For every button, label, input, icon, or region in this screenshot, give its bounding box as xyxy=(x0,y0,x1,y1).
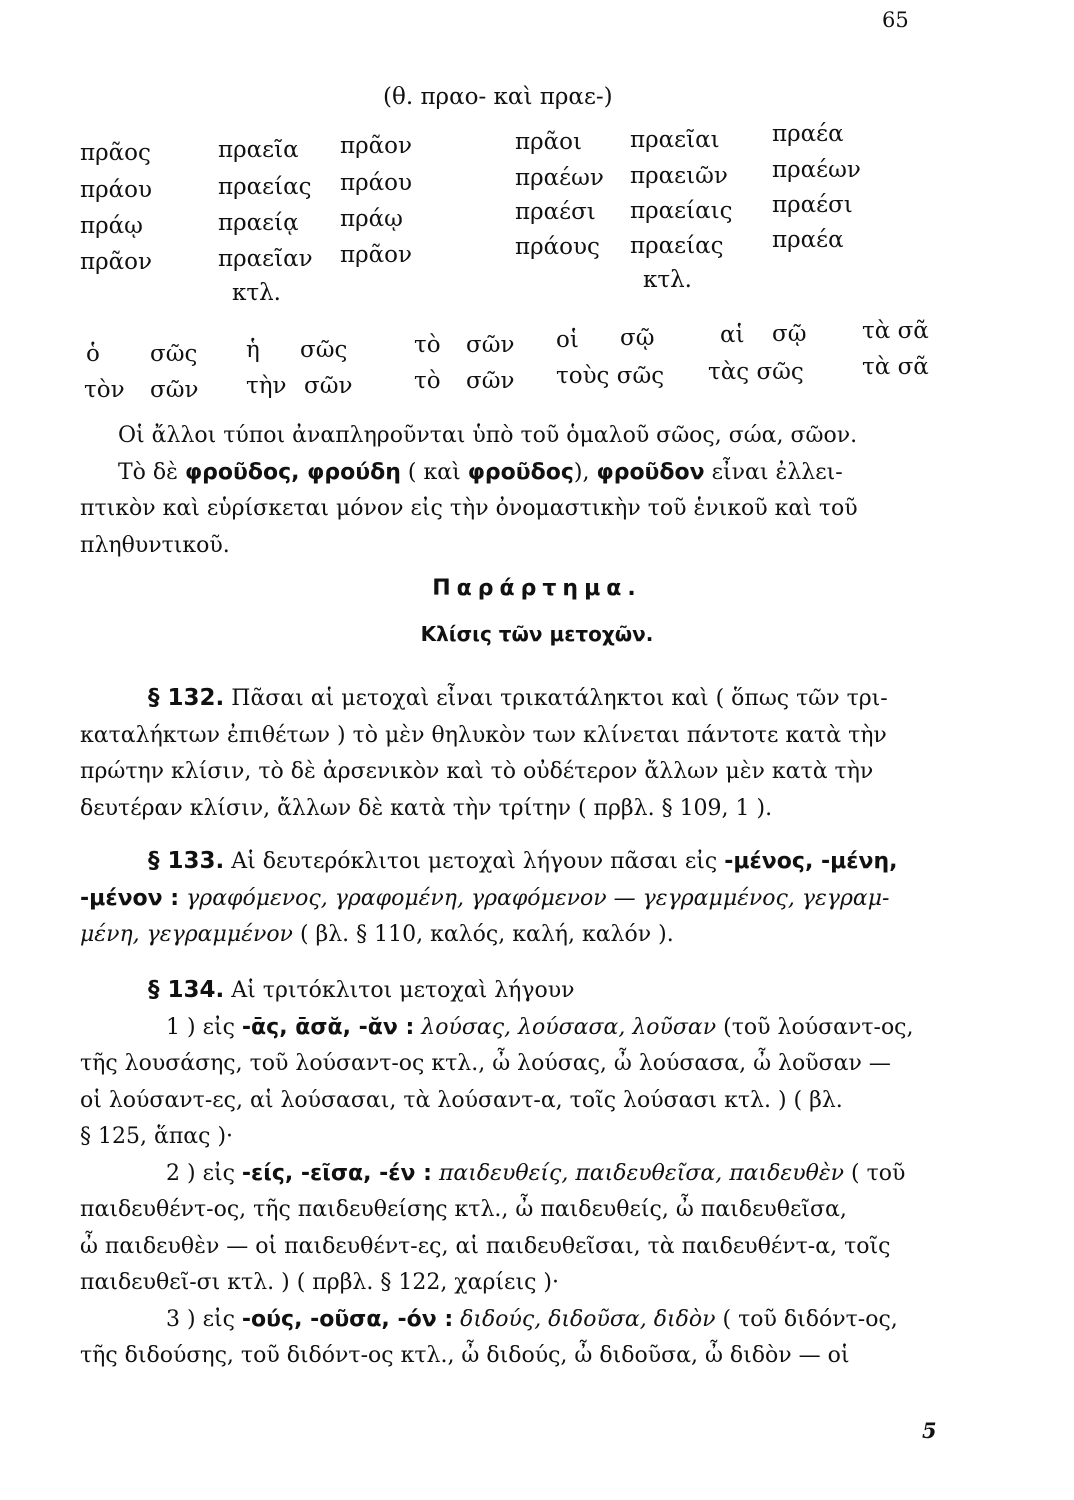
table-cell: πραεῖαι xyxy=(630,127,720,153)
table-cell: πραέσι xyxy=(515,199,596,225)
text: ( τοῦ διδόντ-ος, xyxy=(722,1306,898,1332)
table-cell: πρᾶον xyxy=(80,249,152,275)
text-line xyxy=(80,1302,960,1339)
text-line xyxy=(80,972,960,1010)
text: Αἱ δευτερόκλιτοι μετοχαὶ λήγουν πᾶσαι εἰς xyxy=(231,849,718,874)
text: 3 ) εἰς xyxy=(166,1306,235,1332)
table-cell: πράου xyxy=(340,170,412,196)
section-subheading: Κλίσις τῶν μετοχῶν. xyxy=(420,622,654,646)
text-line xyxy=(80,843,960,881)
italic-example: λούσας, λούσασα, λοῦσαν xyxy=(421,1014,717,1040)
text-line: παιδευθεῖ-σι κτλ. ) ( πρβλ. § 122, χαρίεις )· xyxy=(80,1270,559,1295)
text: εἶναι ἐλλει- xyxy=(711,459,843,485)
paragraph-132 xyxy=(80,680,960,827)
table-cell: σῶς xyxy=(300,337,348,363)
table-cell: πραειῶν xyxy=(630,163,728,189)
table-cell: ἡ xyxy=(246,337,260,363)
paragraph-134 xyxy=(80,972,960,1375)
bold-term: φροῦδος, φρούδη xyxy=(184,459,401,485)
table-cell: πράους xyxy=(515,234,600,260)
table-cell: πραέα xyxy=(772,227,844,253)
table-cell: τοὺς σῶς xyxy=(556,363,665,389)
bold-term: -είς, -εῖσα, -έν : xyxy=(241,1160,432,1186)
table-cell: πράῳ xyxy=(80,213,143,239)
table-cell: πράῳ xyxy=(340,206,403,232)
section-number: § 132. xyxy=(148,685,225,711)
text: Τὸ δὲ xyxy=(118,459,178,485)
paragraph-133 xyxy=(80,843,960,954)
text-line: δευτέραν κλίσιν, ἄλλων δὲ κατὰ τὴν τρίτην ( πρβλ. § 109, 1 ). xyxy=(80,795,773,821)
section-number: § 134. xyxy=(148,977,225,1003)
text-line: οἱ λούσαντ-ες, αἱ λούσασαι, τὰ λούσαντ-α, τοῖς λούσασι κτλ. ) ( βλ. xyxy=(80,1087,843,1113)
table-cell: τὸν xyxy=(84,377,125,403)
table-cell: τὰ σᾶ xyxy=(862,354,929,380)
table-cell: ὁ xyxy=(86,341,100,367)
text-line: πρώτην κλίσιν, τὸ δὲ ἀρσενικὸν καὶ τὸ οὐδέτερον ἄλλων μὲν κατὰ τὴν xyxy=(80,759,874,784)
text: 1 ) εἰς xyxy=(166,1014,235,1040)
text-line: καταλήκτων ἐπιθέτων ) τὸ μὲν θηλυκὸν των κλίνεται πάντοτε κατὰ τὴν xyxy=(80,722,887,748)
bold-term: -μένος, -μένη, xyxy=(724,849,898,874)
table-caption: (θ. πραο- καὶ πραε-) xyxy=(383,84,613,110)
table-cell: πρᾶον xyxy=(340,133,412,159)
text: Αἱ τριτόκλιτοι μετοχαὶ λήγουν xyxy=(231,978,575,1003)
page-number: 65 xyxy=(882,8,909,32)
text: ( τοῦ xyxy=(851,1160,906,1186)
table-cell: πραέσι xyxy=(772,192,853,218)
bold-term: -ούς, -οῦσα, -όν : xyxy=(241,1306,454,1332)
text: (τοῦ λούσαντ-ος, xyxy=(723,1014,914,1040)
table-cell: τὴν xyxy=(246,373,287,399)
paragraph-sos xyxy=(80,418,960,564)
table-cell: σῷ xyxy=(620,325,655,351)
text-line xyxy=(80,917,960,954)
text-line: τῆς λουσάσης, τοῦ λούσαντ-ος κτλ., ὦ λούσας, ὦ λούσασα, ὦ λοῦσαν — xyxy=(80,1051,891,1076)
table-cell: πραείᾳ xyxy=(218,210,299,236)
bold-term: φροῦδον xyxy=(596,459,705,485)
bold-term: -μένον : xyxy=(80,885,180,911)
text-line: πτικὸν καὶ εὑρίσκεται μόνον εἰς τὴν ὀνομαστικὴν τοῦ ἑνικοῦ καὶ τοῦ xyxy=(80,496,858,521)
table-cell: πρᾶον xyxy=(340,242,412,268)
section-number: § 133. xyxy=(148,848,225,874)
text-line: § 125, ἅπας )· xyxy=(80,1124,234,1149)
text: ( καὶ xyxy=(407,459,461,485)
text: 2 ) εἰς xyxy=(166,1160,235,1186)
table-cell: σῶν xyxy=(466,368,515,394)
table-cell: τὸ xyxy=(414,368,441,394)
bold-term: φροῦδος xyxy=(467,459,574,485)
italic-example: παιδευθείς, παιδευθεῖσα, παιδευθὲν xyxy=(438,1160,845,1186)
text: ), xyxy=(573,459,590,485)
table-cell: οἱ xyxy=(556,327,579,353)
table-cell: σῶν xyxy=(150,377,199,403)
text-line: παιδευθέντ-ος, τῆς παιδευθείσης κτλ., ὦ παιδευθείς, ὦ παιδευθεῖσα, xyxy=(80,1197,847,1222)
table-cell: πράου xyxy=(80,177,152,203)
table-cell: κτλ. xyxy=(643,267,692,293)
text-line xyxy=(80,680,960,718)
text-line: Οἱ ἄλλοι τύποι ἀναπληροῦνται ὑπὸ τοῦ ὁμαλοῦ σῶος, σώα, σῶον. xyxy=(118,423,858,448)
table-cell: κτλ. xyxy=(232,280,281,306)
text-line: τῆς διδούσης, τοῦ διδόντ-ος κτλ., ὦ διδούς, ὦ διδοῦσα, ὦ διδὸν — οἱ xyxy=(80,1343,850,1368)
table-cell: αἱ xyxy=(720,322,745,348)
italic-example: γραφόμενος, γραφομένη, γραφόμενον — γεγραμμένος, γεγραμ- xyxy=(186,885,890,911)
table-cell: πρᾶος xyxy=(80,140,151,166)
table-cell: πραέων xyxy=(772,157,861,183)
table-cell: πραεῖα xyxy=(218,137,299,163)
italic-example: μένη, γεγραμμένον xyxy=(80,922,293,947)
text-line: ὦ παιδευθὲν — οἱ παιδευθέντ-ες, αἱ παιδευθεῖσαι, τὰ παιδευθέντ-α, τοῖς xyxy=(80,1233,891,1259)
text-line xyxy=(80,1156,960,1193)
table-cell: πρᾶοι xyxy=(515,129,583,155)
footer-signature-number: 5 xyxy=(922,1418,937,1443)
table-cell: σῶς xyxy=(150,341,198,367)
bold-term: -ᾱς, ᾱσᾰ, -ᾰν : xyxy=(241,1014,415,1040)
table-cell: πραείαις xyxy=(630,198,733,224)
text: Πᾶσαι αἱ μετοχαὶ εἶναι τρικατάληκτοι καὶ ( ὅπως τῶν τρι- xyxy=(231,686,888,711)
italic-example: διδούς, διδοῦσα, διδὸν xyxy=(460,1306,716,1332)
text-line xyxy=(80,1010,960,1047)
table-cell: τὰς σῶς xyxy=(708,359,804,385)
table-cell: πραεῖαν xyxy=(218,246,313,272)
table-cell: πραέων xyxy=(515,165,604,191)
table-cell: τὰ σᾶ xyxy=(862,318,929,344)
table-cell: σῷ xyxy=(772,321,807,347)
table-cell: πραέα xyxy=(772,121,844,147)
table-cell: σῶν xyxy=(466,332,515,358)
text-line: πληθυντικοῦ. xyxy=(80,532,230,558)
text-line xyxy=(80,455,960,492)
section-heading: Παράρτημα. xyxy=(432,576,642,601)
table-cell: πραείας xyxy=(630,233,724,259)
table-cell: πραείας xyxy=(218,174,312,200)
table-cell: σῶν xyxy=(304,373,353,399)
text-line xyxy=(80,881,960,918)
text: ( βλ. § 110, καλός, καλή, καλόν ). xyxy=(299,922,674,947)
table-cell: τὸ xyxy=(414,332,441,358)
